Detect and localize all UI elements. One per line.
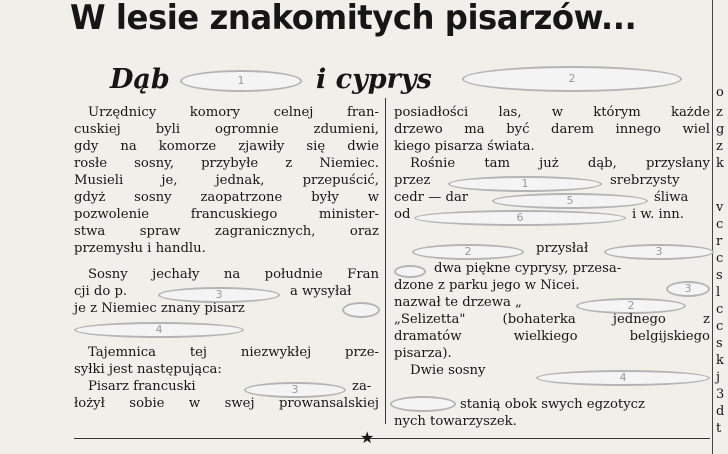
right-line-13: dramatów wielkiego belgijskiego	[394, 329, 710, 344]
redaction-4-right: 4	[536, 370, 710, 386]
right-line-9: dwa piękne cyprysy, przesa-	[434, 261, 622, 276]
right-line-8: przysłał	[536, 241, 589, 256]
right-line-10: dzone z parku jego w Nicei.	[394, 278, 580, 293]
left-line-8: stwa spraw zagranicznych, oraz	[74, 224, 379, 239]
edge-letter-14: s	[716, 336, 723, 351]
redaction-1-right: 1	[448, 176, 602, 192]
left-line-2: cuskiej byli ogromnie zdumieni,	[74, 122, 379, 137]
redaction-2b-right: 2	[576, 298, 686, 314]
edge-letter-6: v	[716, 200, 724, 215]
edge-letter-12: c	[716, 302, 724, 317]
right-line-4: Rośnie tam już dąb, przysłany	[410, 156, 710, 171]
left-line-6: gdyż sosny zaopatrzone były w	[74, 190, 379, 205]
redaction-3-right: 3	[604, 244, 714, 260]
right-line-11: nazwał te drzewa „	[394, 295, 522, 310]
left-line-9: przemysłu i handlu.	[74, 241, 206, 256]
left-line-5: Musieli je, jednak, przepuścić,	[74, 173, 379, 188]
redaction-4-left: 4	[74, 322, 244, 338]
star-ornament: ★	[360, 428, 375, 447]
edge-letter-10: s	[716, 268, 723, 283]
right-line-12: „Selizetta" (bohaterka jednego z	[394, 312, 710, 327]
subtitle-oak: Dąb	[110, 64, 170, 95]
edge-letter-9: c	[716, 251, 724, 266]
right-line-14: pisarza).	[394, 346, 452, 361]
edge-letter-8: r	[716, 234, 723, 249]
left-line-16: łożył sobie w swej prowansalskiej	[74, 396, 379, 411]
left-line-10: Sosny jechały na południe Fran	[88, 267, 379, 282]
redaction-1: 1	[180, 70, 302, 92]
left-line-12: je z Niemiec znany pisarz	[74, 301, 245, 316]
left-line-4: rosłe sosny, przybyłe z Niemiec.	[74, 156, 379, 171]
redaction-3b-left: 3	[244, 382, 346, 398]
right-line-1: posiadłości las, w którym każde	[394, 105, 710, 120]
right-line-7a: od	[394, 207, 411, 222]
redaction-2: 2	[462, 66, 682, 92]
left-line-11b: a wysyłał	[290, 284, 352, 299]
edge-letter-17: 3	[716, 387, 725, 402]
edge-letter-7: c	[716, 217, 724, 232]
edge-letter-18: d	[716, 404, 725, 419]
right-line-3: kiego pisarza świata.	[394, 139, 535, 154]
right-line-6a: cedr — dar	[394, 190, 469, 205]
right-line-15: Dwie sosny	[410, 363, 486, 378]
right-line-7b: i w. inn.	[632, 207, 684, 222]
right-line-5a: przez	[394, 173, 431, 188]
edge-letter-13: c	[716, 319, 724, 334]
edge-letter-4: z	[716, 139, 723, 154]
left-line-15b: za-	[352, 379, 372, 394]
subtitle-cypress: i cyprys	[316, 64, 432, 95]
redaction-3c-right: 3	[666, 281, 710, 297]
edge-letter-5: k	[716, 156, 724, 171]
column-divider	[385, 98, 386, 424]
headline: W lesie znakomitych pisarzów...	[70, 0, 637, 38]
edge-letter-19: t	[716, 421, 722, 436]
left-line-7: pozwolenie francuskiego minister-	[74, 207, 379, 222]
left-line-15a: Pisarz francuski	[88, 379, 196, 394]
edge-letter-16: j	[716, 370, 721, 385]
redaction-small-right-2	[390, 396, 456, 412]
left-line-3: gdy na komorze zjawiły się dwie	[74, 139, 379, 154]
edge-letter-2: z	[716, 105, 723, 120]
edge-letter-1: o	[716, 85, 724, 100]
edge-letter-11: l	[716, 285, 721, 300]
right-line-2: drzewo ma być darem innego wiel	[394, 122, 710, 137]
right-line-6b: śliwa	[654, 190, 689, 205]
right-line-5b: srebrzysty	[610, 173, 680, 188]
edge-letter-3: g	[716, 122, 725, 137]
redaction-small-left	[342, 302, 380, 318]
redaction-6-right: 6	[414, 210, 626, 226]
edge-letter-15: k	[716, 353, 724, 368]
footer-rule	[74, 438, 710, 439]
left-line-1: Urzędnicy komory celnej fran-	[88, 105, 379, 120]
redaction-3-left: 3	[158, 287, 280, 303]
redaction-5-right: 5	[492, 193, 648, 209]
right-line-16: stanią obok swych egzotycz	[460, 397, 645, 412]
redaction-2-right: 2	[412, 244, 524, 260]
right-line-17: nych towarzyszek.	[394, 414, 517, 429]
column-rule-right	[712, 0, 713, 454]
left-line-13: Tajemnica tej niezwykłej prze-	[88, 345, 379, 360]
left-line-14: syłki jest następująca:	[74, 362, 222, 377]
left-line-11a: cji do p.	[74, 284, 128, 299]
